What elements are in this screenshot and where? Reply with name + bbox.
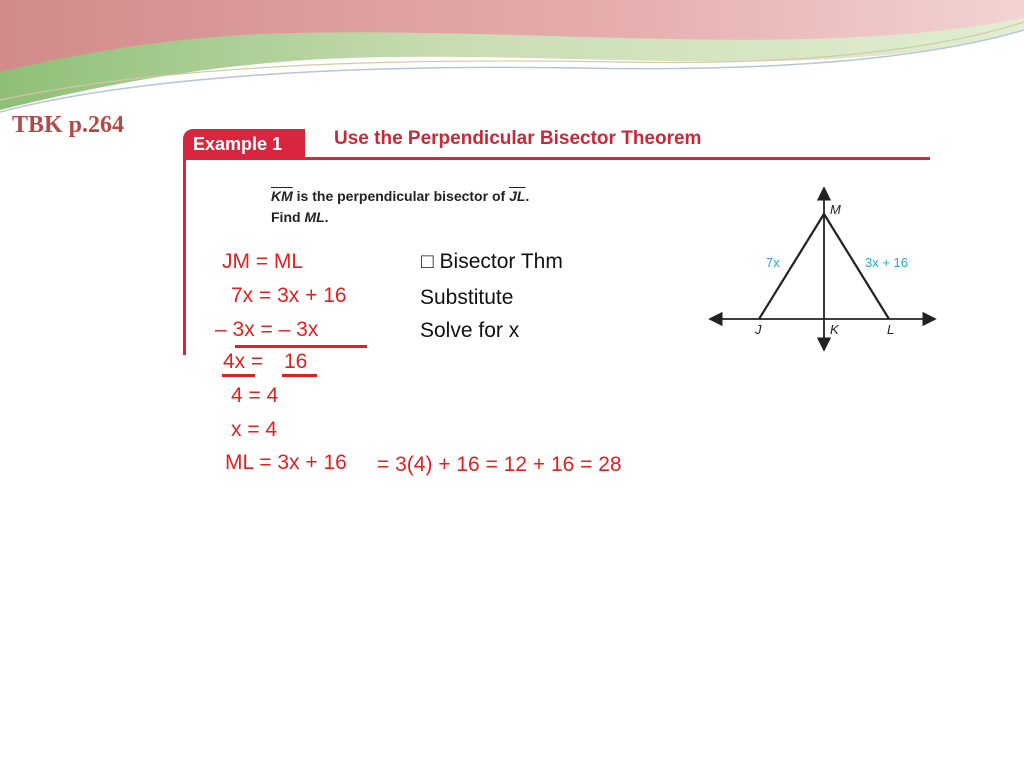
problem-mid: is the perpendicular bisector of [292, 188, 510, 204]
segment-jl: $\overline{JL}$ [509, 188, 526, 204]
reason-3: Solve for x [420, 319, 520, 342]
problem-statement [271, 186, 529, 228]
work-step-7-result: = 3(4) + 16 = 12 + 16 = 28 [377, 453, 622, 476]
reason-2: Substitute [420, 286, 514, 309]
find-prefix: Find [271, 209, 305, 225]
label-m: M [830, 202, 841, 217]
divide-underline-left [222, 374, 255, 377]
reason-1 [421, 250, 563, 274]
label-k: K [830, 322, 839, 337]
example-title: Use the Perpendicular Bisector Theorem [334, 128, 702, 149]
find-variable: ML [304, 209, 325, 225]
work-step-6: x = 4 [231, 418, 278, 441]
problem-line-1 [271, 186, 529, 207]
label-j: J [755, 322, 762, 337]
work-step-4b: 16 [284, 350, 308, 373]
problem-end: . [525, 188, 530, 204]
segment-km: $\overline{KM}$ [271, 188, 293, 204]
triangle-figure [700, 180, 950, 355]
problem-line-2 [271, 207, 529, 228]
work-step-7: ML = 3x + 16 [225, 451, 347, 474]
work-step-5: 4 = 4 [231, 384, 279, 407]
textbook-page-reference: TBK p.264 [12, 112, 125, 138]
reason-1-icon: □ [421, 250, 434, 273]
find-end: . [324, 209, 329, 225]
work-step-4a: 4x = [223, 350, 264, 373]
subtraction-underline [235, 345, 367, 348]
reason-1-text: Bisector Thm [439, 250, 563, 273]
work-step-3: – 3x = – 3x [215, 318, 319, 341]
divide-underline-right [282, 374, 317, 377]
work-step-1: JM = ML [222, 250, 304, 273]
example-tab: Example 1 [183, 129, 305, 159]
label-3x-16: 3x + 16 [865, 255, 909, 270]
label-l: L [887, 322, 895, 337]
example-side-rule [183, 157, 186, 355]
decorative-header-swoosh [0, 0, 1024, 120]
example-title-rule [183, 157, 930, 160]
work-step-2: 7x = 3x + 16 [231, 284, 347, 307]
label-7x: 7x [766, 255, 780, 270]
